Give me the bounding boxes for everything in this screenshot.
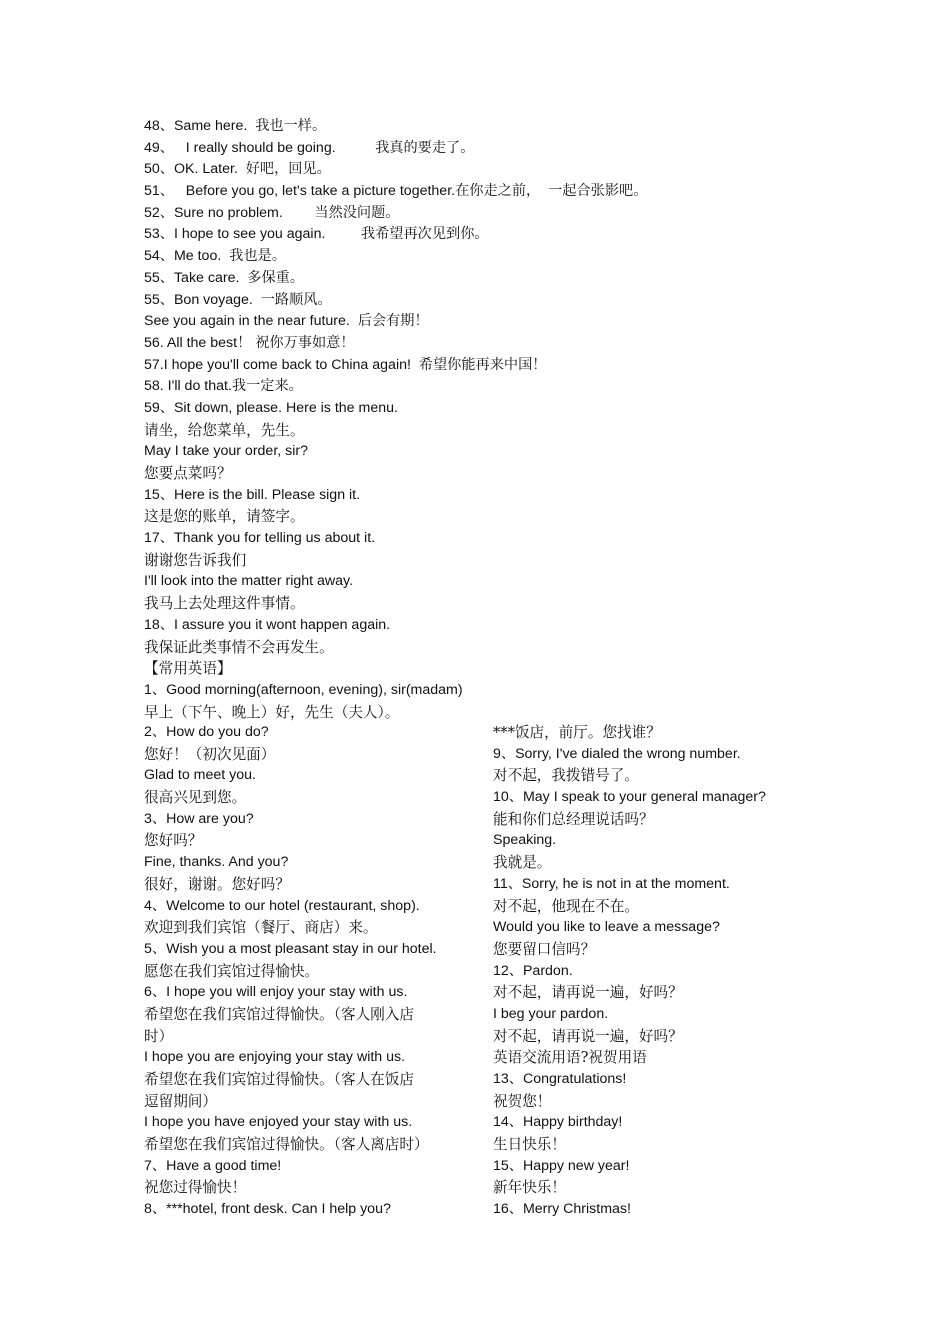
text-line: 我马上去处理这件事情。	[144, 595, 305, 613]
text-line: 欢迎到我们宾馆（餐厅、商店）来。	[144, 919, 378, 937]
text-line: 58. I'll do that.我一定来。	[144, 378, 303, 395]
text-line: 很高兴见到您。	[144, 789, 247, 807]
text-line: 希望您在我们宾馆过得愉快。（客人刚入店	[144, 1005, 414, 1023]
text-line: 51、 Before you go, let's take a picture together.在你走之前， 一起合张影吧。	[144, 183, 648, 200]
text-line: 您要点菜吗？	[144, 465, 232, 482]
text-line: 您要留口信吗？	[493, 940, 596, 958]
text-line: 这是您的账单，请签字。	[144, 508, 305, 526]
text-line: 6、I hope you will enjoy your stay with us.	[144, 984, 408, 1001]
text-line: Speaking.	[493, 832, 557, 849]
text-line: 您好！（初次见面）	[144, 745, 276, 763]
text-line: 逗留期间）	[144, 1092, 217, 1110]
text-line: 18、I assure you it wont happen again.	[144, 616, 391, 633]
right-column	[493, 722, 813, 1221]
left-column	[144, 722, 474, 1221]
text-line: 祝贺您！	[493, 1092, 552, 1110]
text-line: 愿您在我们宾馆过得愉快。	[144, 962, 320, 980]
text-line: 2、How do you do?	[144, 724, 269, 740]
text-line: 57.I hope you'll come back to China again! 希望你能再来中国！	[144, 356, 547, 373]
text-line: 10、May I speak to your general manager?	[493, 789, 766, 806]
text-line: 12、Pardon.	[493, 962, 573, 979]
text-line: 英语交流用语?祝贺用语	[493, 1049, 647, 1067]
text-line: Would you like to leave a message?	[493, 919, 720, 936]
text-line: 请坐，给您菜单，先生。	[144, 421, 305, 439]
text-line: 15、Here is the bill. Please sign it.	[144, 486, 361, 503]
text-line: 48、Same here. 我也一样。	[144, 118, 327, 134]
text-line: 早上（下午、晚上）好，先生（夫人）。	[144, 703, 400, 721]
text-line: Fine, thanks. And you?	[144, 854, 289, 871]
text-line: May I take your order, sir?	[144, 443, 309, 460]
text-line: 53、I hope to see you again. 我希望再次见到你。	[144, 226, 489, 243]
text-line: 我就是。	[493, 854, 552, 872]
text-line: 对不起，他现在不在。	[493, 897, 639, 915]
text-line: 希望您在我们宾馆过得愉快。（客人在饭店	[144, 1071, 414, 1088]
text-line: ***饭店，前厅。您找谁？	[493, 724, 661, 741]
text-line: Glad to meet you.	[144, 767, 256, 784]
text-line: 对不起，我拨错号了。	[493, 767, 639, 785]
text-line: 17、Thank you for telling us about it.	[144, 530, 376, 547]
text-line: 8、***hotel, front desk. Can I help you?	[144, 1201, 391, 1218]
text-line: 您好吗？	[144, 832, 203, 850]
text-line: 4、Welcome to our hotel (restaurant, shop).	[144, 897, 420, 914]
text-line: See you again in the near future. 后会有期！	[144, 313, 429, 330]
text-line: 1、Good morning(afternoon, evening), sir(madam)	[144, 681, 463, 698]
text-line: 14、Happy birthday!	[493, 1114, 623, 1131]
text-line: 9、Sorry, I've dialed the wrong number.	[493, 745, 741, 762]
text-line: 11、Sorry, he is not in at the moment.	[493, 875, 730, 892]
text-line: 55、Take care. 多保重。	[144, 269, 305, 286]
text-line: 59、Sit down, please. Here is the menu.	[144, 399, 398, 416]
text-line: 3、How are you?	[144, 810, 254, 827]
text-line: 生日快乐！	[493, 1136, 566, 1154]
text-line: 新年快乐！	[493, 1179, 566, 1197]
text-line: I hope you have enjoyed your stay with us.	[144, 1114, 413, 1131]
text-line: 祝您过得愉快！	[144, 1179, 247, 1197]
text-line: 52、Sure no problem. 当然没问题。	[144, 204, 400, 221]
text-line: 13、Congratulations!	[493, 1071, 627, 1087]
text-line: 55、Bon voyage. 一路顺风。	[144, 291, 332, 308]
text-line: I hope you are enjoying your stay with us.	[144, 1049, 406, 1066]
text-line: 时）	[144, 1027, 174, 1045]
text-line: I beg your pardon.	[493, 1005, 609, 1022]
text-line: 15、Happy new year!	[493, 1157, 630, 1174]
text-line: 我保证此类事情不会再发生。	[144, 638, 334, 656]
text-line: 很好，谢谢。您好吗？	[144, 875, 290, 893]
text-line: 50、OK. Later. 好吧，回见。	[144, 161, 331, 178]
text-line: 5、Wish you a most pleasant stay in our hotel.	[144, 940, 437, 957]
text-line: 54、Me too. 我也是。	[144, 248, 286, 265]
section-heading: 【常用英语】	[144, 660, 232, 678]
text-line: I'll look into the matter right away.	[144, 573, 354, 590]
text-line: 对不起，请再说一遍，好吗？	[493, 1027, 683, 1045]
top-section	[144, 116, 844, 723]
text-line: 7、Have a good time!	[144, 1157, 282, 1174]
text-line: 16、Merry Christmas!	[493, 1201, 631, 1218]
text-line: 谢谢您告诉我们	[144, 551, 247, 569]
text-line: 对不起，请再说一遍，好吗？	[493, 984, 683, 1002]
text-line: 49、 I really should be going. 我真的要走了。	[144, 139, 475, 156]
text-line: 56. All the best！ 祝你万事如意！	[144, 334, 355, 351]
text-line: 能和你们总经理说话吗？	[493, 810, 654, 828]
text-line: 希望您在我们宾馆过得愉快。（客人离店时）	[144, 1136, 429, 1154]
